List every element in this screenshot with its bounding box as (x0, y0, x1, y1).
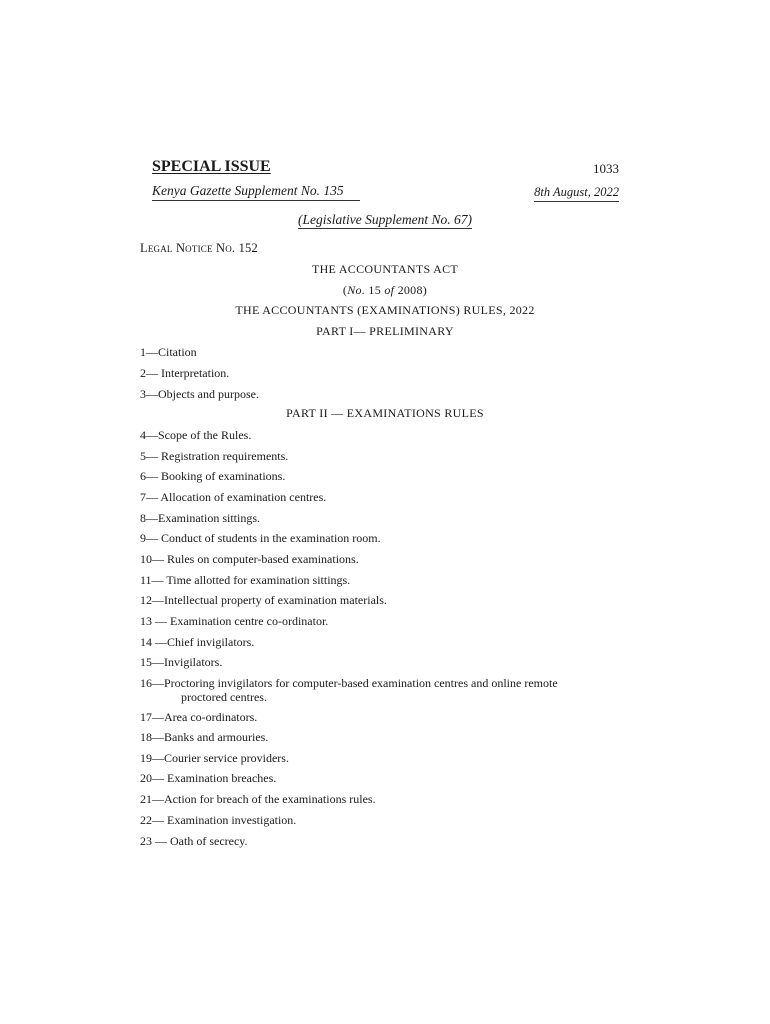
act-title: THE ACCOUNTANTS ACT (311, 262, 459, 276)
contents-item: 13 — Examination centre co-ordinator. (140, 614, 329, 628)
contents-item: 19—Courier service providers. (140, 751, 289, 765)
page-number: 1033 (593, 161, 619, 176)
contents-item: 3—Objects and purpose. (140, 387, 259, 401)
part-heading: PART II — EXAMINATIONS RULES (286, 406, 484, 420)
gazette-supplement-label: Kenya Gazette Supplement No. 135 (152, 183, 360, 201)
contents-item: 5— Registration requirements. (140, 449, 289, 463)
contents-item: 6— Booking of examinations. (140, 469, 286, 483)
contents-item: 9— Conduct of students in the examination room. (140, 531, 381, 545)
contents-item: 14 —Chief invigilators. (140, 635, 255, 649)
contents-item: 22— Examination investigation. (140, 813, 297, 827)
act-number: (No. 15 of 2008) (342, 283, 428, 297)
contents-item-multiline (140, 676, 620, 704)
contents-item: 15—Invigilators. (140, 655, 223, 669)
contents-item: 7— Allocation of examination centres. (140, 490, 327, 504)
contents-item: 11— Time allotted for examination sittings. (140, 573, 351, 587)
contents-item: 12—Intellectual property of examination materials. (140, 593, 387, 607)
contents-item-line: 16—Proctoring invigilators for computer-based examination centres and online remote (140, 676, 558, 690)
contents-item: 21—Action for breach of the examinations rules. (140, 792, 376, 806)
contents-item: 10— Rules on computer-based examinations. (140, 552, 359, 566)
contents-item: 18—Banks and armouries. (140, 730, 269, 744)
rules-title: THE ACCOUNTANTS (EXAMINATIONS) RULES, 2022 (235, 303, 535, 317)
special-issue-heading: SPECIAL ISSUE (152, 158, 271, 175)
issue-date: 8th August, 2022 (534, 185, 619, 202)
legal-notice-number: Legal Notice No. 152 (140, 241, 258, 255)
contents-item-continuation: proctored centres. (181, 690, 267, 704)
contents-item: 20— Examination breaches. (140, 771, 277, 785)
contents-item: 17—Area co-ordinators. (140, 710, 258, 724)
contents-item: 8—Examination sittings. (140, 511, 260, 525)
legislative-supplement (0, 212, 770, 228)
contents-item: 23 — Oath of secrecy. (140, 834, 248, 848)
part-heading: PART I— PRELIMINARY (316, 324, 454, 338)
contents-item: 1—Citation (140, 345, 197, 359)
contents-item: 2— Interpretation. (140, 366, 230, 380)
contents-item: 4—Scope of the Rules. (140, 428, 252, 442)
legislative-supplement-text: (Legislative Supplement No. 67) (298, 212, 472, 227)
